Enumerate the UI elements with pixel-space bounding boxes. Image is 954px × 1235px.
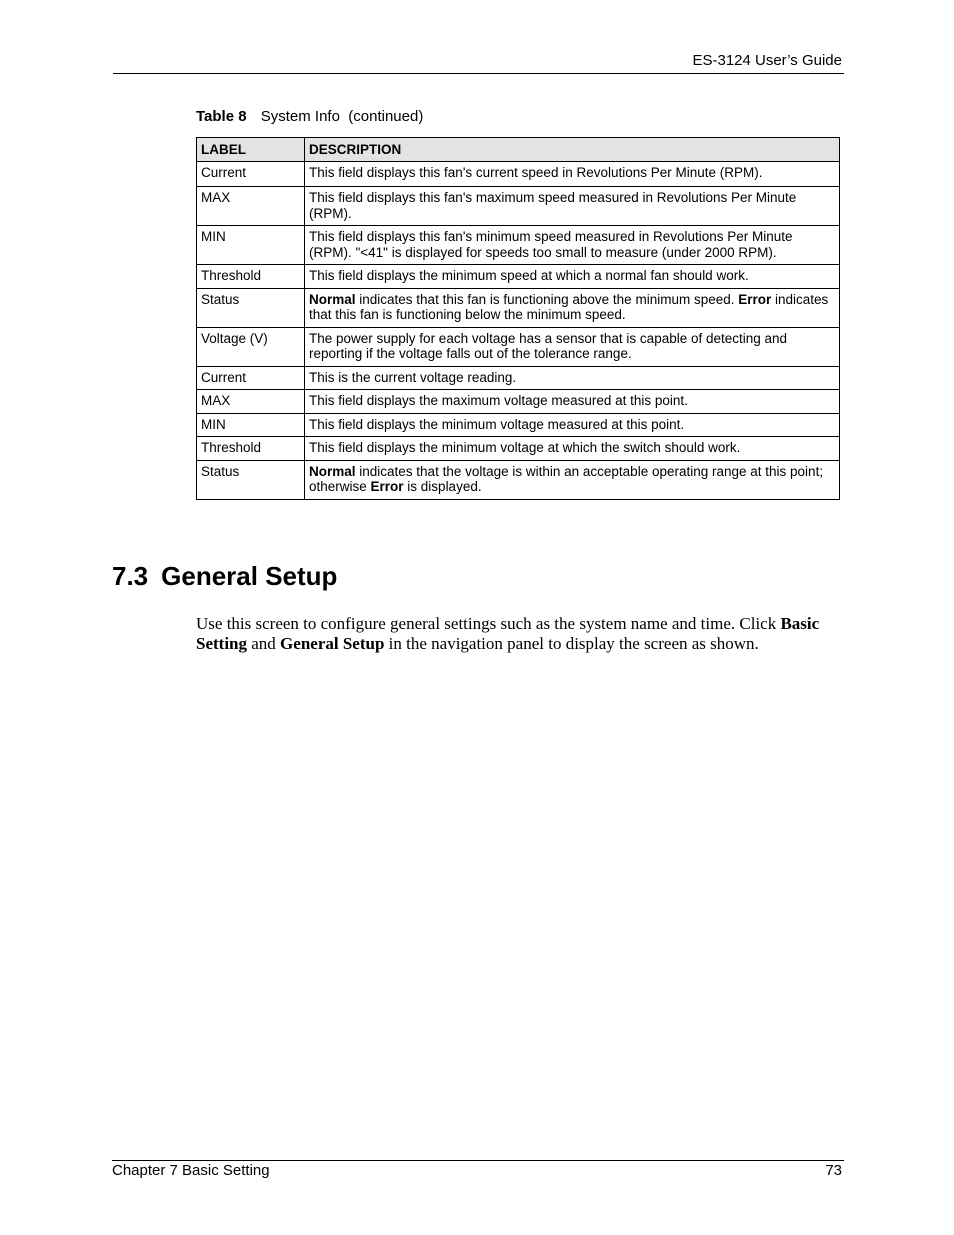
footer-chapter: Chapter 7 Basic Setting: [112, 1162, 270, 1179]
text-run: in the navigation panel to display the screen as shown.: [384, 634, 759, 653]
row-description: [305, 413, 840, 437]
table-row: [197, 437, 840, 461]
row-description: [305, 390, 840, 414]
row-label: MAX: [197, 390, 305, 414]
row-label: Voltage (V): [197, 327, 305, 366]
body-paragraph: [196, 614, 836, 654]
table-row: [197, 265, 840, 289]
text-run: This field displays the minimum speed at which a normal fan should work.: [309, 268, 749, 283]
bold-text: Normal: [309, 463, 356, 479]
running-header-title: ES-3124 User’s Guide: [692, 52, 842, 69]
header-rule: [113, 73, 844, 74]
text-run: This field displays the minimum voltage measured at this point.: [309, 416, 685, 432]
row-label: Status: [197, 460, 305, 499]
text-run: The power supply for each voltage has a sensor that is capable of detecting and reporting if the voltage falls out of the tolerance range.: [309, 330, 788, 361]
footer-rule: [112, 1160, 844, 1161]
row-description: [305, 327, 840, 366]
row-label: MAX: [197, 187, 305, 226]
row-label: MIN: [197, 413, 305, 437]
text-run: indicates that this fan is functioning below the minimum speed.: [309, 291, 829, 322]
row-description: [305, 162, 840, 187]
section-title: General Setup: [161, 561, 338, 591]
row-description: [305, 460, 840, 499]
text-run: is displayed.: [403, 479, 482, 494]
row-description: [305, 226, 840, 265]
row-description: [305, 437, 840, 461]
row-label: MIN: [197, 226, 305, 265]
table-row: [197, 413, 840, 437]
row-label: Status: [197, 288, 305, 327]
text-run: and: [247, 634, 281, 653]
text-run: This field displays the maximum voltage measured at this point.: [309, 393, 688, 408]
text-run: This is the current voltage reading.: [309, 369, 517, 385]
row-description: [305, 265, 840, 289]
bold-text: Error: [370, 479, 404, 494]
row-label: Current: [197, 366, 305, 390]
table-row: [197, 288, 840, 327]
text-run: This field displays this fan's minimum speed measured in Revolutions Per Minute (RPM). "<41" is displayed for speeds too small to measure (under 2000 RPM).: [309, 229, 793, 260]
row-label: Threshold: [197, 437, 305, 461]
bold-text: Basic Setting: [196, 614, 820, 653]
table-row: [197, 390, 840, 414]
text-run: indicates that the voltage is within an acceptable operating range at this point; otherwise: [309, 463, 824, 494]
text-run: This field displays this fan's current speed in Revolutions Per Minute (RPM).: [309, 165, 763, 180]
table-header-row: [197, 138, 840, 162]
bold-text: Normal: [309, 291, 356, 307]
row-label: Current: [197, 162, 305, 187]
table-caption-text: System Info (continued): [260, 108, 424, 125]
table-caption-number: Table 8: [196, 108, 247, 125]
table-row: [197, 162, 840, 187]
text-run: Use this screen to configure general settings such as the system name and time. Click: [196, 614, 781, 633]
table-row: [197, 327, 840, 366]
row-description: [305, 288, 840, 327]
system-info-table: [196, 137, 840, 500]
row-description: [305, 366, 840, 390]
table-body: [197, 162, 840, 500]
page-number: 73: [825, 1162, 842, 1179]
text-run: This field displays this fan's maximum speed measured in Revolutions Per Minute (RPM).: [309, 190, 797, 221]
table-row: [197, 460, 840, 499]
bold-text: General Setup: [280, 634, 385, 653]
section-heading: [112, 561, 337, 592]
row-description: [305, 187, 840, 226]
section-number: 7.3: [112, 561, 149, 591]
text-run: This field displays the minimum voltage at which the switch should work.: [309, 440, 741, 455]
column-header-label: LABEL: [197, 138, 305, 162]
row-label: Threshold: [197, 265, 305, 289]
column-header-description: DESCRIPTION: [305, 138, 840, 162]
table-row: [197, 226, 840, 265]
bold-text: Error: [738, 291, 772, 307]
table-row: [197, 187, 840, 226]
text-run: indicates that this fan is functioning above the minimum speed.: [355, 291, 739, 307]
table-row: [197, 366, 840, 390]
table-caption: [196, 108, 423, 125]
